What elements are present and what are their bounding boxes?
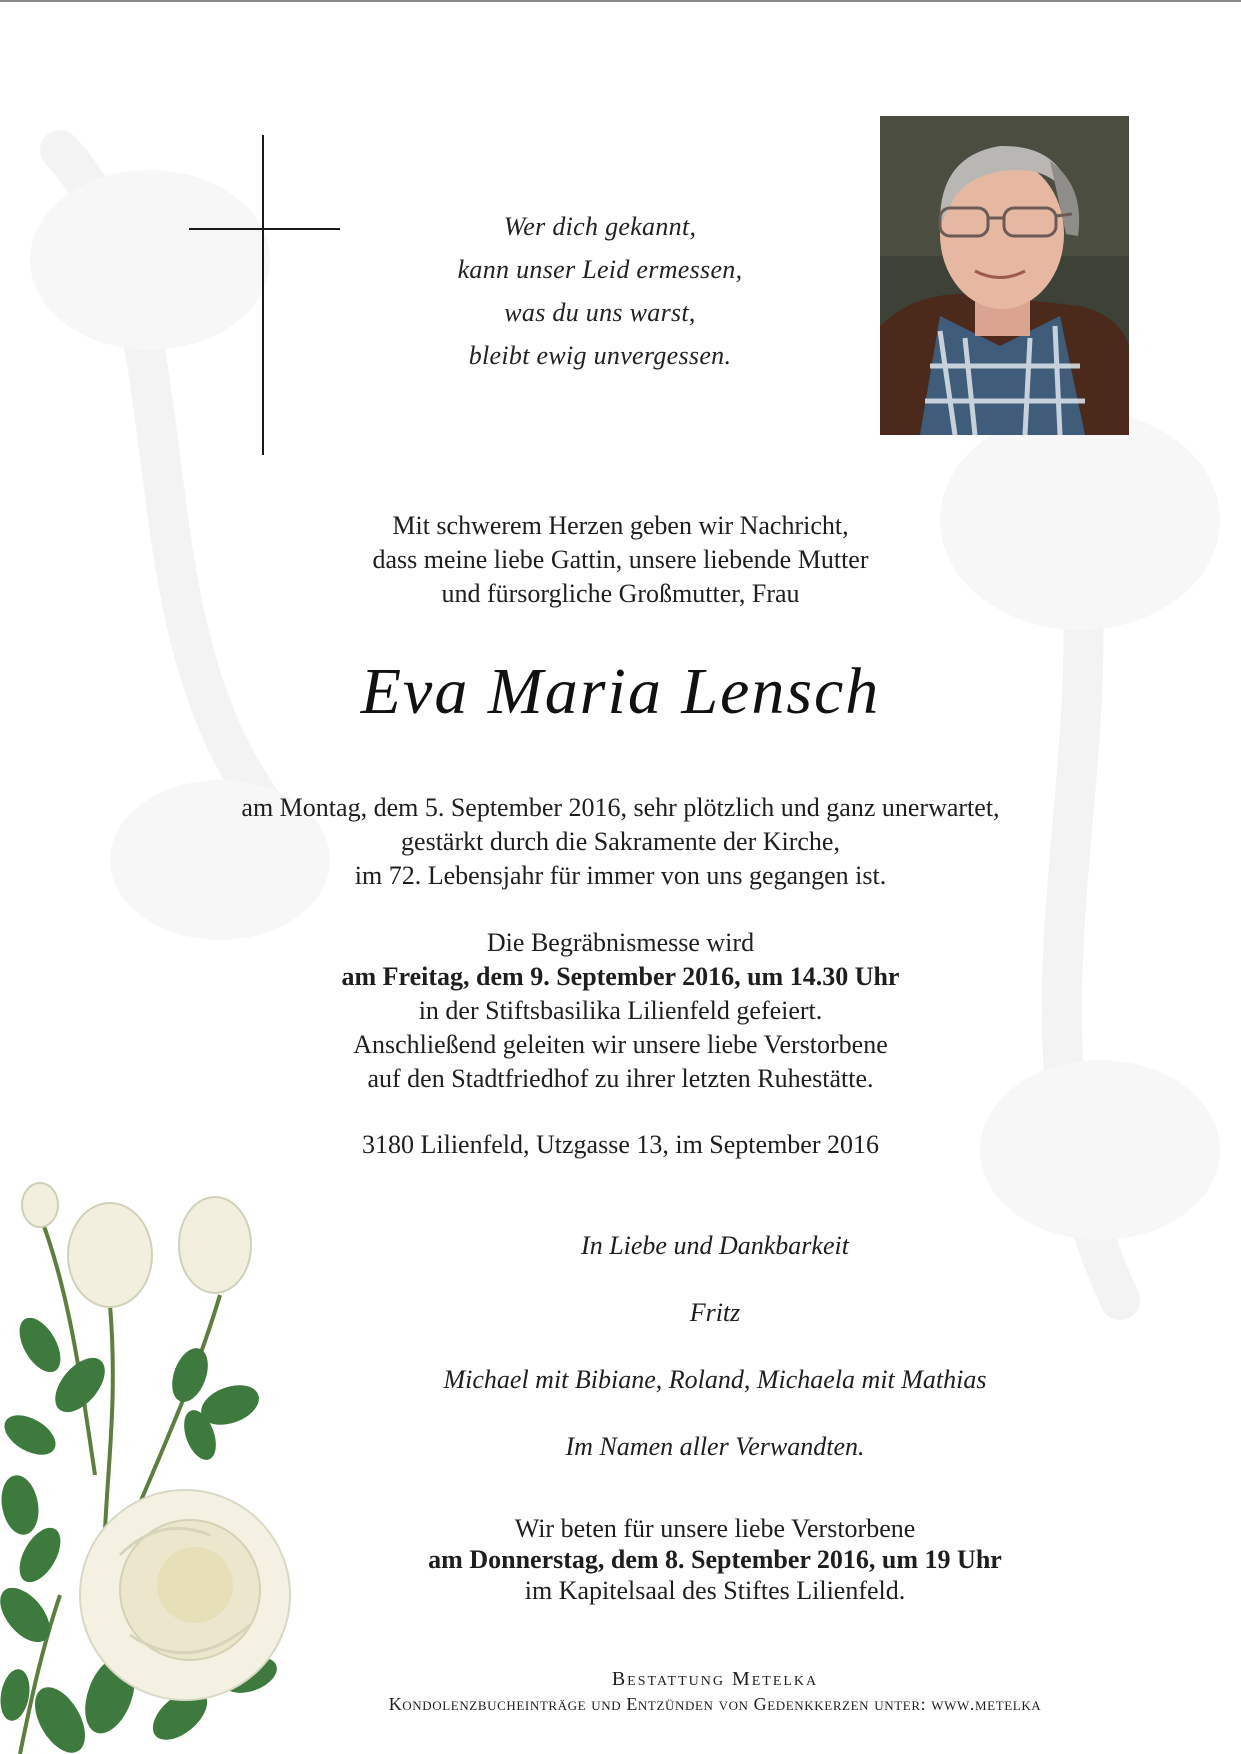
death-notice-line: im 72. Lebensjahr für immer von uns gegangen ist. (354, 861, 887, 890)
death-notice-line: am Montag, dem 5. September 2016, sehr plötzlich und ganz unerwartet, (241, 793, 1000, 822)
address-line: 3180 Lilienfeld, Utzgasse 13, im September 2016 (361, 1130, 879, 1159)
prayer-date: am Donnerstag, dem 8. September 2016, um 19 Uhr (428, 1545, 1002, 1574)
prayer-line: im Kapitelsaal des Stiftes Lilienfeld. (524, 1576, 906, 1605)
funeral-details (0, 926, 1241, 1096)
prayer-line: Wir beten für unsere liebe Verstorbene (514, 1514, 916, 1543)
white-roses-illustration (0, 1175, 320, 1754)
prayer-notice (340, 1513, 1090, 1606)
verse-line: bleibt ewig unvergessen. (468, 341, 732, 370)
funeral-line: Die Begräbnismesse wird (486, 928, 755, 957)
cross-vertical-bar (262, 135, 264, 455)
funeral-line: in der Stiftsbasilika Lilienfeld gefeiert. (418, 996, 823, 1025)
funeral-line: auf den Stadtfriedhof zu ihrer letzten Ruhestätte. (367, 1064, 874, 1093)
death-notice (0, 791, 1241, 893)
announcement-intro (0, 509, 1241, 611)
deceased-name: Eva Maria Lensch (360, 655, 881, 728)
memorial-verse (390, 205, 810, 377)
death-notice-line: gestärkt durch die Sakramente der Kirche, (401, 827, 840, 856)
funeral-date: am Freitag, dem 9. September 2016, um 14.30 Uhr (341, 962, 900, 991)
funeral-home-name: Bestattung Metelka (611, 1668, 819, 1690)
portrait-photo (880, 116, 1129, 435)
funeral-line: Anschließend geleiten wir unsere liebe Verstorbene (353, 1030, 888, 1059)
verse-line: kann unser Leid ermessen, (457, 255, 743, 284)
mourner-children: Michael mit Bibiane, Roland, Michaela mit Mathias (443, 1365, 987, 1394)
intro-line: dass meine liebe Gattin, unsere liebende Mutter (372, 545, 869, 574)
verse-line: was du uns warst, (504, 298, 696, 327)
mourner-relatives: Im Namen aller Verwandten. (565, 1432, 865, 1461)
closing-phrase: In Liebe und Dankbarkeit (581, 1231, 849, 1260)
cross-horizontal-bar (189, 228, 340, 230)
intro-line: Mit schwerem Herzen geben wir Nachricht, (392, 511, 849, 540)
intro-line: und fürsorgliche Großmutter, Frau (441, 579, 800, 608)
mourner-spouse: Fritz (689, 1298, 741, 1327)
verse-line: Wer dich gekannt, (503, 212, 697, 241)
condolence-note: Kondolenzbucheinträge und Entzünden von Gedenkkerzen unter: www.metelka (388, 1694, 1042, 1714)
